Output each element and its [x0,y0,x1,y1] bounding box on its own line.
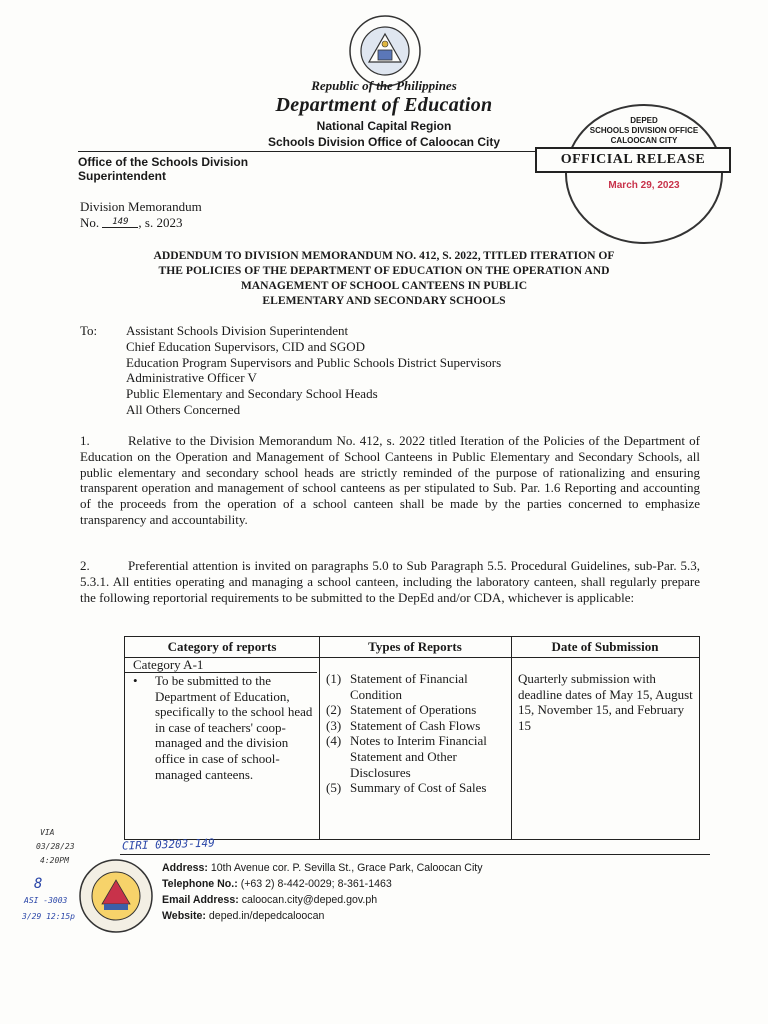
division-office-heading: Schools Division Office of Caloocan City [267,135,501,149]
handwritten-tracking: CIRI 03203-149 [121,836,215,853]
office-line-2: Superintendent [78,169,167,183]
header-category: Category of reports [167,639,277,654]
handwritten-note: 4:20PM [40,856,69,865]
deped-seal-icon [348,14,422,88]
to-label: To: [80,323,98,338]
handwritten-note: 3/29 12:15p [22,912,75,921]
footer-telephone: Telephone No.: (+63 2) 8-442-0029; 8-361-1463 [162,878,392,890]
report-types-list: (1) Statement of Financial Condition (2) Statement of Operations (3) Statement of Cash Flows (4) Notes to Interim Financial Statement and Other Disclosures (5) Summary of Cost of Sales [326,671,487,796]
recipient: Public Elementary and Secondary School Heads [126,386,378,402]
footer-email: Email Address: caloocan.city@deped.gov.ph [162,894,378,906]
recipient: Chief Education Supervisors, CID and SGOD [126,338,366,354]
stamp-line-1: DEPED [630,116,658,125]
memo-subject: ADDENDUM TO DIVISION MEMORANDUM NO. 412, S. 2022, TITLED ITERATION OF THE POLICIES OF THE DEPARTMENT OF EDUCATION ON THE OPERATION AND MANAGEMENT OF SCHOOL CANTEENS IN PUBLIC ELEMENTARY AND SECONDARY SCHOOLS [153,249,615,307]
sdo-caloocan-seal-icon [78,858,154,934]
stamp-line-3: CALOOCAN CITY [610,136,678,145]
footer-address: Address: 10th Avenue cor. P. Sevilla St., Grace Park, Caloocan City [162,862,483,874]
recipient-list [126,323,501,418]
header-divider [78,151,535,152]
republic-heading: Republic of the Philippines [311,78,457,93]
recipient: All Others Concerned [126,401,241,417]
handwritten-note: ASI -3003 [24,896,68,905]
handwritten-note: 8 [34,876,43,892]
region-heading: National Capital Region [316,119,452,133]
footer-divider [120,854,710,855]
category-label: Category A-1 [133,657,204,672]
office-line-1: Office of the Schools Division [78,155,249,169]
category-description: • To be submitted to the Department of Education, specifically to the school head in case of teachers' coop-managed and the division office in case of school-managed canteens. [133,673,313,782]
handwritten-note: VIA [40,828,55,837]
header-types: Types of Reports [368,639,462,654]
paragraph-2: 2. Preferential attention is invited on paragraphs 5.0 to Sub Paragraph 5.5. Procedural Guidelines, sub-Par. 5.3, 5.3.1. All entities operating and managing a school canteen, including the laboratory canteen, shall regularly prepare the following reportorial requirements to be submitted to the DepEd and/or CDA, whichever is applicable: [80,558,700,605]
reports-table [124,636,700,840]
memo-number: 149 [102,217,138,228]
stamp-line-2: SCHOOLS DIVISION OFFICE [589,126,699,135]
submission-schedule: Quarterly submission with deadline dates of May 15, August 15, November 15, and February 15 [518,671,693,733]
recipient: Assistant Schools Division Superintendent [126,323,349,338]
official-release-label: OFFICIAL RELEASE [535,147,731,173]
release-stamp [565,104,723,244]
department-heading: Department of Education [275,94,493,116]
handwritten-note: 03/28/23 [36,842,75,851]
footer-website: Website: deped.in/depedcaloocan [162,910,325,922]
header-date: Date of Submission [551,639,659,654]
recipient: Administrative Officer V [126,370,257,386]
paragraph-1: 1. Relative to the Division Memorandum No. 412, s. 2022 titled Iteration of the Policies of the Department of Education on the Operation and Management of School Canteens in Public Elementary and Secondary Schools, all public elementary and secondary school heads are strictly reminded of the purpose of rationalizing and ensuring transparent operation and management of school canteens as per stipulated to Sub. Par. 1.6 Reporting and accounting of the proceeds from the operation of a school canteen shall be made by the parties concerned to emphasize transparency and accountability. [80,433,700,527]
release-date: March 29, 2023 [608,180,680,191]
memo-type: Division Memorandum [80,199,202,214]
recipient: Education Program Supervisors and Public Schools District Supervisors [126,354,502,370]
memo-number-line: No. 149 , s. 2023 [80,215,183,230]
